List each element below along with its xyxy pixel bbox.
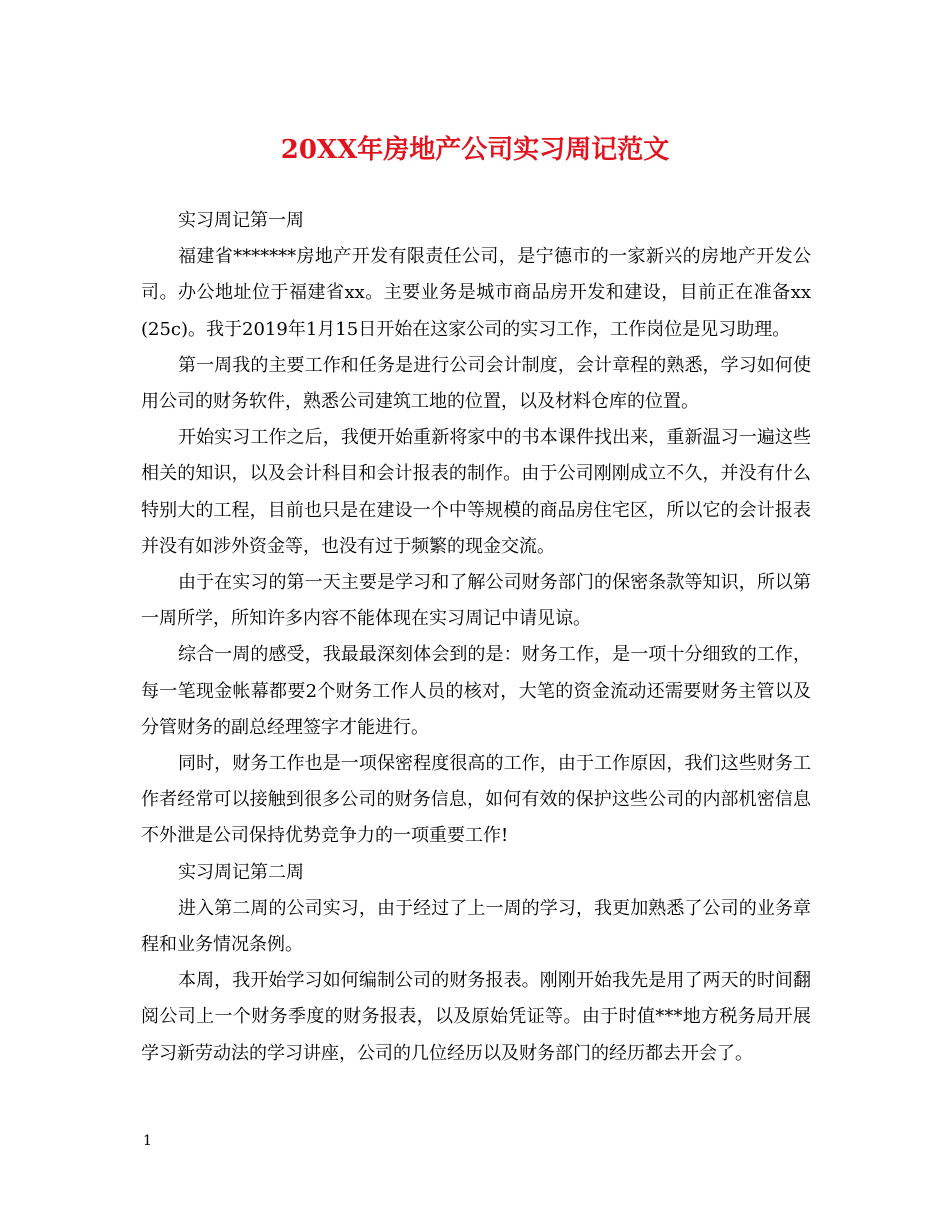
paragraph: 福建省*******房地产开发有限责任公司，是宁德市的一家新兴的房地产开发公司。办公地址位于福建省xx。主要业务是城市商品房开发和建设，目前正在准备xx(25c)。我于2019年1月15日开始在这家公司的实习工作，工作岗位是见习助理。 — [141, 246, 811, 340]
paragraph: 第一周我的主要工作和任务是进行公司会计制度，会计章程的熟悉，学习如何使用公司的财务软件，熟悉公司建筑工地的位置，以及材料仓库的位置。 — [141, 354, 811, 413]
paragraph: 同时，财务工作也是一项保密程度很高的工作，由于工作原因，我们这些财务工作者经常可以接触到很多公司的财务信息，如何有效的保护这些公司的内部机密信息不外泄是公司保持优势竞争力的一项重要工作! — [141, 753, 811, 847]
document-body — [141, 203, 811, 1072]
paragraph: 由于在实习的第一天主要是学习和了解公司财务部门的保密条款等知识，所以第一周所学，所知许多内容不能体现在实习周记中请见谅。 — [141, 572, 811, 630]
paragraph: 综合一周的感受，我最最深刻体会到的是：财务工作，是一项十分细致的工作，每一笔现金帐幕都要2个财务工作人员的核对，大笔的资金流动还需要财务主管以及分管财务的副总经理签字才能进行。 — [141, 644, 811, 738]
paragraph-week1-heading: 实习周记第一周 — [178, 210, 304, 231]
paragraph: 开始实习工作之后，我便开始重新将家中的书本课件找出来，重新温习一遍这些相关的知识，以及会计科目和会计报表的制作。由于公司刚刚成立不久，并没有什么特别大的工程，目前也只是在建设一个中等规模的商品房住宅区，所以它的会计报表并没有如涉外资金等，也没有过于频繁的现金交流。 — [141, 427, 811, 557]
document-title: 20XX年房地产公司实习周记范文 — [280, 135, 670, 165]
page-number: 1 — [143, 1133, 152, 1149]
paragraph-week2-heading: 实习周记第二周 — [178, 861, 304, 883]
paragraph: 本周，我开始学习如何编制公司的财务报表。刚刚开始我先是用了两天的时间翻阅公司上一个财务季度的财务报表，以及原始凭证等。由于时值***地方税务局开展学习新劳动法的学习讲座，公司的几位经历以及财务部门的经历都去开会了。 — [141, 970, 811, 1064]
paragraph: 进入第二周的公司实习，由于经过了上一周的学习，我更加熟悉了公司的业务章程和业务情况条例。 — [141, 897, 811, 956]
